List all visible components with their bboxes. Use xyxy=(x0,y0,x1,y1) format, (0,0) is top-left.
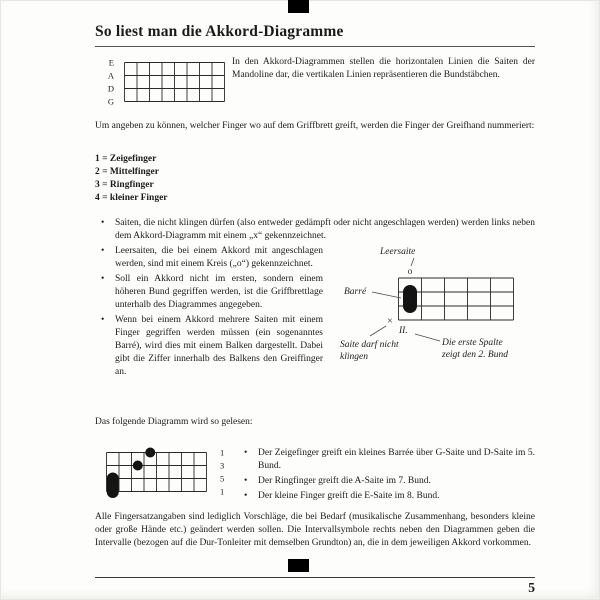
barre-finger-number: 1 xyxy=(110,481,115,491)
interval-label: 3 xyxy=(220,460,225,471)
title-rule xyxy=(95,46,535,47)
page-title: So liest man die Akkord-Diagramme xyxy=(95,23,344,40)
string-label: D xyxy=(107,83,114,94)
label-first-column: Die erste Spalte zeigt den 2. Bund xyxy=(442,338,508,360)
page-number: 5 xyxy=(528,580,535,595)
position-label: II. xyxy=(399,326,408,336)
fretboard-grid xyxy=(100,57,235,109)
interval-label: 1 xyxy=(220,486,225,497)
finger-dot-4-number: 4 xyxy=(148,448,153,458)
barre-finger-number: 1 xyxy=(408,295,412,305)
finger-item: 4 = kleiner Finger xyxy=(95,193,168,203)
bullet-item: • Der kleine Finger greift die E-Saite im 8. Bund. xyxy=(238,490,535,503)
finger-item: 3 = Ringfinger xyxy=(95,180,154,190)
example-lead: Das folgende Diagramm wird so gelesen: xyxy=(95,417,253,427)
string-label: G xyxy=(107,96,114,107)
bullet-item: • Soll ein Akkord nicht im ersten, sondern einem höheren Bund gegriffen werden, ist die Griffbrettlage unterhalb des Diagrammes angegeben. xyxy=(95,273,323,312)
fretboard-diagram xyxy=(100,57,235,114)
bullet-item: • Wenn bei einem Akkord mehrere Saiten mit einem Finger gegriffen werden müssen (ein sogenanntes Barré), wird dies mit einem Balken dargestellt. Dabei gibt die Ziffer innerhalb des Balkens den Greiffinger an. xyxy=(95,314,323,379)
label-muted-string: Saite darf nicht klingen xyxy=(340,340,399,362)
bottom-spine-mark xyxy=(288,559,309,572)
open-string-marker: o xyxy=(407,266,413,276)
string-label: A xyxy=(107,70,114,81)
example-chord-diagram xyxy=(100,446,250,513)
finger-list xyxy=(95,153,168,205)
finger-item: 1 = Zeigefinger xyxy=(95,154,157,164)
leader-leersaite xyxy=(411,258,414,266)
leader-first-column xyxy=(415,334,440,341)
label-leersaite: Leersaite xyxy=(380,247,416,257)
bullet-item: • Der Ringfinger greift die A-Saite im 7. Bund. xyxy=(238,475,535,488)
finger-item: 2 = Mittelfinger xyxy=(95,167,159,177)
mute-marker: × xyxy=(387,316,393,327)
bullet-item: • Der Zeigefinger greift ein kleines Barrée über G-Saite und D-Saite im 5. Bund. xyxy=(238,447,535,473)
bullet-item: • Leersaiten, die bei einem Akkord mit angeschlagen werden, sind mit einem Kreis („o“) gekennzeichnet. xyxy=(95,245,323,271)
numbering-paragraph: Um angeben zu können, welcher Finger wo auf dem Griffbrett greift, werden die Finger der Greifhand nummeriert: xyxy=(95,121,535,131)
annotated-chord-diagram xyxy=(336,243,538,383)
interval-label: 5 xyxy=(220,473,225,484)
example-bullet-list xyxy=(238,447,535,505)
annotated-grid xyxy=(336,243,538,383)
string-label: E xyxy=(108,57,114,68)
leader-muted xyxy=(370,326,386,336)
example-grid xyxy=(100,446,250,508)
bullet-item: • Saiten, die nicht klingen dürfen (also entweder gedämpft oder nicht angeschlagen werden) werden links neben dem Akkord-Diagramm mit einem „x“ gekennzeichnet. xyxy=(95,217,535,243)
top-spine-mark xyxy=(288,0,309,13)
leader-barre xyxy=(372,292,401,298)
label-barre: Barré xyxy=(344,287,367,297)
finger-dot-3-number: 3 xyxy=(135,461,140,471)
footer-rule xyxy=(95,577,535,578)
outro-paragraph: Alle Fingersatzangaben sind lediglich Vorschläge, die bei Bedarf (musikalische Zusammenhang, besonders kleine oder große Hände etc.) geändert werden sollen. Die Intervallsymbole rechts neben den Diagrammen geben die Intervalle (bezogen auf die Dur-Tonleiter mit demselben Grundton) an, die in dem jeweiligen Akkord vorkommen. xyxy=(95,512,535,548)
intro-paragraph: In den Akkord-Diagrammen stellen die horizontalen Linien die Saiten der Mandoline dar, die vertikalen Linien repräsentieren die Bundstäbchen. xyxy=(232,57,535,80)
interval-label: 1 xyxy=(220,447,225,458)
